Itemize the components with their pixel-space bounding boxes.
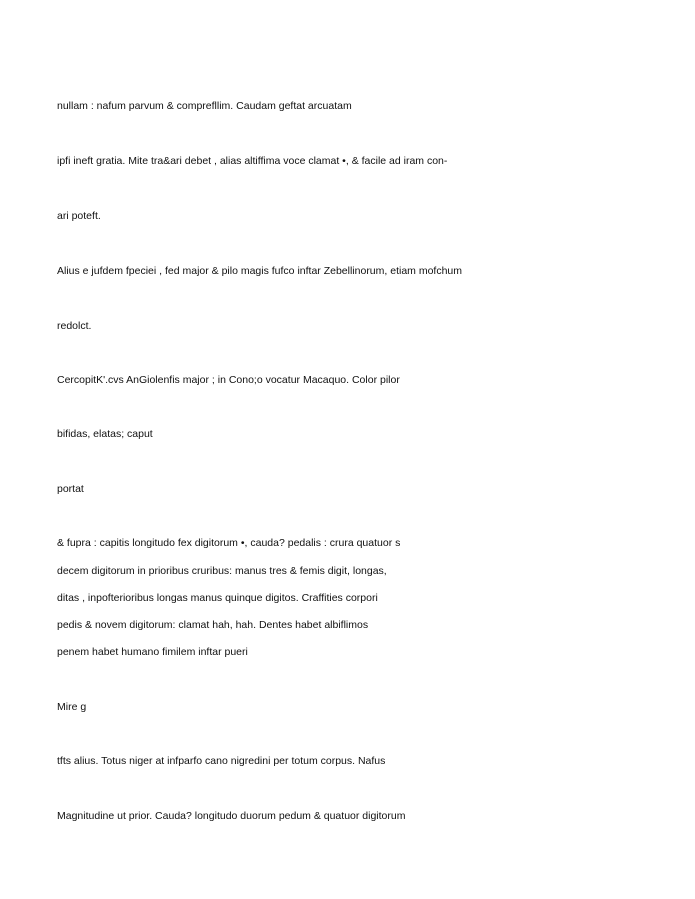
text-line: Magnitudine ut prior. Cauda? longitudo duorum pedum & quatuor digitorum bbox=[57, 810, 406, 822]
text-line: bifidas, elatas; caput bbox=[57, 428, 153, 440]
text-line: nullam : nafum parvum & comprefllim. Caudam geftat arcuatam bbox=[57, 100, 352, 112]
text-line: CercopitK'.cvs AnGiolenfis major ; in Cono;o vocatur Macaquo. Color pilor bbox=[57, 374, 400, 386]
text-line: ditas , inpofterioribus longas manus quinque digitos. Craffities corpori bbox=[57, 592, 378, 604]
text-line: Alius e jufdem fpeciei , fed major & pilo magis fufco inftar Zebellinorum, etiam mofchum bbox=[57, 265, 463, 277]
text-line: ipfi ineft gratia. Mite tra&ari debet , alias altiffima voce clamat •, & facile ad iram con- bbox=[57, 155, 448, 167]
text-line: redolct. bbox=[57, 320, 92, 332]
text-line: tfts alius. Totus niger at infparfo cano nigredini per totum corpus. Nafus bbox=[57, 755, 386, 767]
text-line: ari poteft. bbox=[57, 210, 101, 222]
text-line: penem habet humano fimilem inftar pueri bbox=[57, 646, 248, 658]
text-line: Mire g bbox=[57, 701, 87, 713]
text-line: portat bbox=[57, 483, 84, 495]
text-line: pedis & novem digitorum: clamat hah, hah. Dentes habet albiflimos bbox=[57, 619, 369, 631]
text-line: & fupra : capitis longitudo fex digitorum •, cauda? pedalis : crura quatuor s bbox=[57, 537, 401, 549]
text-line: decem digitorum in prioribus cruribus: manus tres & femis digit, longas, bbox=[57, 565, 387, 577]
